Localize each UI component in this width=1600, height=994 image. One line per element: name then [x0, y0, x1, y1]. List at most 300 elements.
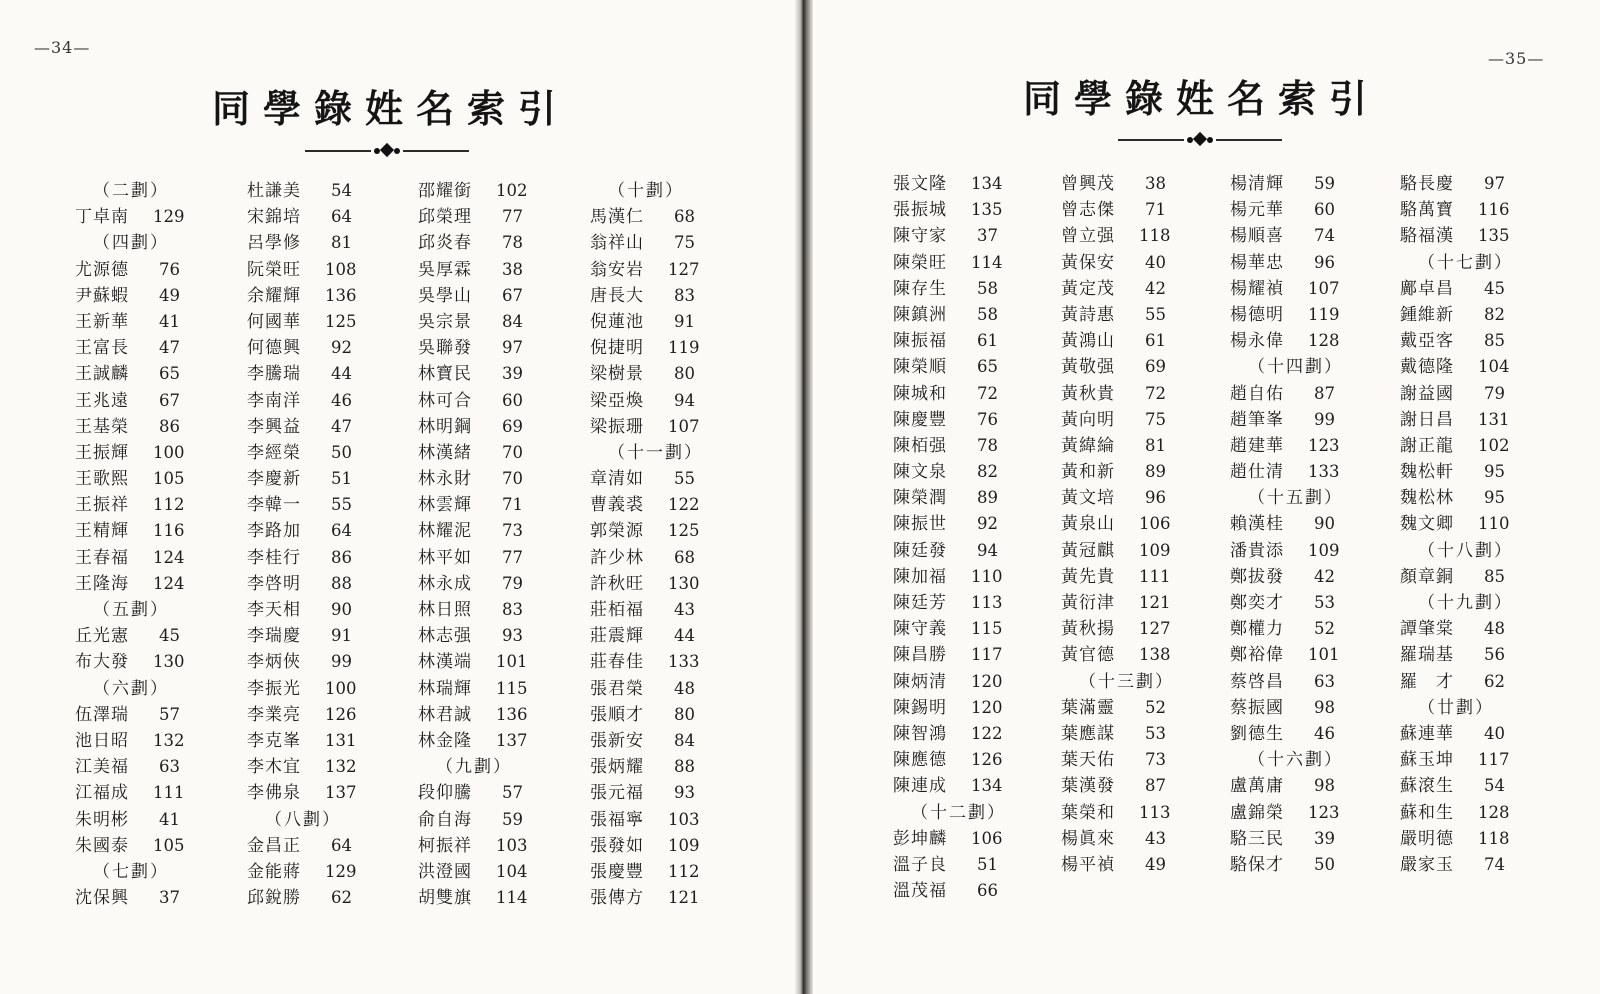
page-reference: 133 [1308, 462, 1340, 482]
student-name: 楊順喜 [1230, 226, 1284, 247]
student-name: 吳宗景 [418, 311, 472, 332]
page-reference: 70 [502, 469, 523, 489]
student-name: 黃向明 [1061, 409, 1115, 430]
page-reference: 57 [159, 704, 180, 724]
page-number: —34— [34, 38, 91, 57]
page-reference: 120 [971, 671, 1003, 691]
page-reference: 102 [496, 181, 528, 200]
student-name: 唐長大 [590, 285, 644, 306]
student-name: 莊震輝 [590, 626, 644, 647]
page-reference: 38 [1145, 174, 1166, 193]
student-name: 林日照 [418, 600, 472, 620]
student-name: 曾志傑 [1061, 200, 1115, 221]
student-name: 陳守義 [893, 619, 947, 640]
stroke-count-label: （五劃） [93, 600, 169, 620]
page-reference: 50 [331, 442, 352, 462]
page-reference: 58 [977, 304, 998, 324]
page-reference: 44 [674, 626, 695, 646]
student-name: 林志强 [418, 626, 472, 647]
page-reference: 48 [1484, 619, 1505, 639]
student-name: 黃官德 [1061, 645, 1115, 666]
student-name: 李桂行 [247, 547, 301, 568]
page-reference: 67 [159, 390, 180, 410]
page-reference: 76 [977, 409, 998, 429]
page-reference: 109 [1308, 540, 1340, 560]
student-name: 陳炳清 [893, 671, 947, 692]
page-reference: 122 [668, 495, 700, 515]
stroke-count-label: （十劃） [608, 181, 684, 201]
student-name: 楊元華 [1230, 200, 1284, 221]
student-name: 陳守家 [893, 226, 947, 247]
student-name: 溫茂福 [893, 881, 947, 902]
student-name: 陳廷芳 [893, 593, 947, 613]
page-reference: 44 [331, 364, 352, 384]
student-name: 馬漢仁 [590, 207, 644, 228]
student-name: 池日昭 [75, 730, 129, 751]
title-ornament [1118, 133, 1282, 147]
page-reference: 101 [496, 652, 528, 672]
student-name: 莊春佳 [590, 652, 644, 673]
right-page [808, 0, 1600, 994]
student-name: 陳榮順 [893, 357, 947, 378]
student-name: 謝正龍 [1400, 435, 1454, 456]
student-name: 葉榮和 [1061, 802, 1115, 823]
page-reference: 117 [971, 645, 1003, 665]
page-reference: 64 [331, 835, 352, 855]
student-name: 陳智鴻 [893, 723, 947, 744]
page-reference: 132 [325, 757, 357, 777]
student-name: 趙建華 [1230, 435, 1284, 456]
page-reference: 80 [674, 704, 695, 724]
page-reference: 59 [502, 809, 523, 829]
page-reference: 37 [159, 888, 180, 908]
student-name: 葉漢發 [1061, 776, 1115, 797]
page-reference: 120 [971, 697, 1003, 717]
student-name: 邵耀銜 [418, 181, 472, 201]
page-reference: 99 [1314, 409, 1335, 429]
student-name: 蘇和生 [1400, 802, 1454, 823]
student-name: 陳振福 [893, 331, 947, 352]
student-name: 布大發 [75, 652, 129, 673]
student-name: 黃定茂 [1061, 278, 1115, 299]
student-name: 駱三民 [1230, 828, 1284, 849]
student-name: 丁卓南 [75, 207, 129, 228]
page-reference: 69 [1145, 357, 1166, 377]
student-name: 李瑞慶 [247, 626, 301, 647]
page-reference: 84 [674, 730, 695, 750]
page-reference: 82 [977, 462, 998, 482]
student-name: 王精輝 [75, 521, 129, 542]
student-name: 陳榮潤 [893, 488, 947, 509]
student-name: 章清如 [590, 469, 644, 490]
student-name: 林耀泥 [418, 521, 472, 542]
page-reference: 131 [325, 730, 357, 750]
page-reference: 91 [674, 311, 695, 331]
student-name: 鄭權力 [1230, 619, 1284, 640]
student-name: 王兆遠 [75, 390, 129, 411]
page-reference: 124 [153, 573, 185, 593]
student-name: 謝益國 [1400, 383, 1454, 404]
page-reference: 129 [325, 861, 357, 881]
student-name: 溫子良 [893, 854, 947, 875]
page-reference: 42 [1314, 566, 1335, 586]
page-reference: 71 [502, 495, 523, 515]
page-reference: 132 [153, 730, 185, 750]
page-reference: 83 [674, 285, 695, 305]
page-reference: 53 [1314, 593, 1335, 612]
page-reference: 58 [977, 278, 998, 298]
page-reference: 51 [977, 854, 998, 874]
page-reference: 117 [1478, 750, 1510, 770]
student-name: 戴亞客 [1400, 331, 1454, 352]
student-name: 李南洋 [247, 390, 301, 411]
page-reference: 78 [977, 435, 998, 455]
page-reference: 89 [977, 488, 998, 508]
student-name: 王春福 [75, 547, 129, 568]
student-name: 林平如 [418, 547, 472, 568]
page-reference: 79 [1484, 383, 1505, 403]
page-reference: 41 [159, 311, 180, 331]
stroke-count-label: （廿劃） [1418, 697, 1494, 718]
student-name: 蘇滾生 [1400, 776, 1454, 797]
student-name: 胡雙旗 [418, 888, 472, 909]
student-name: 蘇玉坤 [1400, 750, 1454, 771]
page-reference: 37 [977, 226, 998, 246]
student-name: 楊眞來 [1061, 828, 1115, 849]
page-reference: 57 [502, 783, 523, 803]
student-name: 梁振珊 [590, 416, 644, 437]
page-reference: 98 [1314, 697, 1335, 717]
page-reference: 136 [325, 285, 357, 305]
stroke-count-label: （八劃） [265, 809, 341, 830]
page-reference: 136 [496, 704, 528, 724]
student-name: 黃文培 [1061, 488, 1115, 509]
page-reference: 52 [1314, 619, 1335, 639]
page-reference: 103 [668, 809, 700, 829]
student-name: 李騰瑞 [247, 364, 301, 385]
page-reference: 90 [1314, 514, 1335, 534]
student-name: 張福寧 [590, 809, 644, 830]
student-name: 潘貴添 [1230, 540, 1284, 561]
student-name: 林瑞輝 [418, 678, 472, 699]
student-name: 顏章銅 [1400, 566, 1454, 587]
student-name: 趙筆峯 [1230, 409, 1284, 430]
student-name: 莊栢福 [590, 600, 644, 620]
student-name: 郭榮源 [590, 521, 644, 542]
student-name: 丘光憲 [75, 626, 129, 647]
page-reference: 63 [159, 757, 180, 777]
student-name: 黃敬强 [1061, 357, 1115, 378]
student-name: 陳文泉 [893, 462, 947, 483]
page-reference: 59 [1314, 174, 1335, 193]
page-reference: 77 [502, 207, 523, 227]
page-reference: 40 [1484, 723, 1505, 743]
student-name: 嚴家玉 [1400, 854, 1454, 875]
page-reference: 114 [496, 888, 528, 908]
student-name: 翁祥山 [590, 233, 644, 254]
page-reference: 107 [668, 416, 700, 436]
student-name: 盧錦榮 [1230, 802, 1284, 823]
page-reference: 109 [668, 835, 700, 855]
student-name: 王誠麟 [75, 364, 129, 385]
student-name: 許少林 [590, 547, 644, 568]
student-name: 吳厚霖 [418, 259, 472, 280]
student-name: 陳栢强 [893, 435, 947, 456]
stroke-count-label: （十八劃） [1418, 540, 1513, 561]
page-reference: 43 [674, 600, 695, 619]
page-reference: 87 [1314, 383, 1335, 403]
page-reference: 55 [331, 495, 352, 515]
page-reference: 130 [153, 652, 185, 672]
page-reference: 74 [1484, 854, 1505, 874]
student-name: 陳昌勝 [893, 645, 947, 666]
student-name: 林可合 [418, 390, 472, 411]
student-name: 陳連成 [893, 776, 947, 797]
page-reference: 121 [1139, 593, 1171, 612]
student-name: 陳存生 [893, 278, 947, 299]
page-reference: 100 [325, 678, 357, 698]
page-reference: 103 [496, 835, 528, 855]
student-name: 許秋旺 [590, 573, 644, 594]
student-name: 宋錦培 [247, 207, 301, 228]
page-reference: 135 [971, 200, 1003, 220]
page-reference: 69 [502, 416, 523, 436]
page-reference: 106 [971, 828, 1003, 848]
page-reference: 53 [1145, 723, 1166, 743]
page-reference: 128 [1308, 331, 1340, 351]
student-name: 張振城 [893, 200, 947, 221]
page-number: —35— [1488, 49, 1545, 68]
student-name: 杜謙美 [247, 181, 301, 201]
page-reference: 67 [502, 285, 523, 305]
page-reference: 114 [971, 252, 1003, 272]
page-reference: 88 [674, 757, 695, 777]
student-name: 俞自海 [418, 809, 472, 830]
student-name: 江福成 [75, 783, 129, 804]
stroke-count-label: （十二劃） [911, 802, 1006, 823]
page-reference: 55 [1145, 304, 1166, 324]
student-name: 王新華 [75, 311, 129, 332]
student-name: 趙仕清 [1230, 462, 1284, 483]
student-name: 洪澄國 [418, 861, 472, 882]
page-reference: 131 [1478, 409, 1510, 429]
page-reference: 63 [1314, 671, 1335, 691]
page-reference: 138 [1139, 645, 1171, 665]
student-name: 張文隆 [893, 174, 947, 194]
student-name: 張慶豐 [590, 861, 644, 882]
page-reference: 96 [1145, 488, 1166, 508]
student-name: 林君誠 [418, 704, 472, 725]
page-reference: 113 [1139, 802, 1171, 822]
page-reference: 123 [1308, 435, 1340, 455]
student-name: 楊耀禎 [1230, 278, 1284, 299]
page-reference: 86 [159, 416, 180, 436]
page-reference: 91 [331, 626, 352, 646]
page-reference: 121 [668, 888, 700, 908]
page-reference: 111 [153, 783, 185, 803]
page-reference: 54 [331, 181, 352, 200]
page-title: 同學錄姓名索引 [1023, 76, 1381, 121]
page-reference: 126 [325, 704, 357, 724]
page-reference: 129 [153, 207, 185, 227]
student-name: 魏文卿 [1400, 514, 1454, 535]
student-name: 梁亞煥 [590, 390, 644, 411]
student-name: 葉天佑 [1061, 750, 1115, 771]
student-name: 段仰騰 [418, 783, 472, 804]
student-name: 朱國泰 [75, 835, 129, 856]
student-name: 陳振世 [893, 514, 947, 535]
student-name: 黃冠麒 [1061, 540, 1115, 561]
student-name: 黃秋貴 [1061, 383, 1115, 404]
page-reference: 46 [331, 390, 352, 410]
stroke-count-label: （九劃） [436, 757, 512, 778]
student-name: 林寶民 [418, 364, 472, 385]
page-reference: 61 [977, 331, 998, 351]
stroke-count-label: （四劃） [93, 233, 169, 254]
student-name: 曹義裘 [590, 495, 644, 516]
page-reference: 65 [977, 357, 998, 377]
page-reference: 45 [159, 626, 180, 646]
stroke-count-label: （十七劃） [1418, 252, 1513, 273]
page-reference: 137 [496, 730, 528, 750]
page-reference: 134 [971, 776, 1003, 796]
page-reference: 56 [1484, 645, 1505, 665]
student-name: 黃秋揚 [1061, 619, 1115, 640]
student-name: 劉德生 [1230, 723, 1284, 744]
page-reference: 39 [502, 364, 523, 384]
page-reference: 48 [674, 678, 695, 698]
student-name: 黃緯綸 [1061, 435, 1115, 456]
student-name: 陳榮旺 [893, 252, 947, 273]
page-reference: 64 [331, 521, 352, 541]
stroke-count-label: （十六劃） [1248, 750, 1343, 771]
student-name: 何國華 [247, 311, 301, 332]
student-name: 鍾維新 [1400, 304, 1454, 325]
page-reference: 112 [668, 861, 700, 881]
student-name: 林漢端 [418, 652, 472, 673]
student-name: 余耀輝 [247, 285, 301, 306]
student-name: 陳廷發 [893, 540, 947, 561]
page-reference: 97 [1484, 174, 1505, 193]
student-name: 駱萬寶 [1400, 200, 1454, 221]
page-reference: 73 [1145, 750, 1166, 770]
page-reference: 70 [502, 442, 523, 462]
page-reference: 95 [1484, 488, 1505, 508]
student-name: 黃保安 [1061, 252, 1115, 273]
student-name: 謝日昌 [1400, 409, 1454, 430]
student-name: 沈保興 [75, 888, 129, 909]
student-name: 楊德明 [1230, 304, 1284, 325]
student-name: 張新安 [590, 730, 644, 751]
page-reference: 106 [1139, 514, 1171, 534]
page-reference: 119 [668, 338, 700, 358]
stroke-count-label: （十三劃） [1079, 671, 1174, 692]
student-name: 王振輝 [75, 442, 129, 463]
page-reference: 94 [674, 390, 695, 410]
page-reference: 75 [674, 233, 695, 253]
student-name: 倪捷明 [590, 338, 644, 359]
student-name: 張炳耀 [590, 757, 644, 778]
page-reference: 92 [331, 338, 352, 358]
page-reference: 118 [1478, 828, 1510, 848]
student-name: 倪蓮池 [590, 311, 644, 332]
student-name: 鄺卓昌 [1400, 278, 1454, 299]
student-name: 陳城和 [893, 383, 947, 404]
page-reference: 94 [977, 540, 998, 560]
page-reference: 79 [502, 573, 523, 593]
page-reference: 128 [1478, 802, 1510, 822]
page-reference: 118 [1139, 226, 1171, 246]
student-name: 吳學山 [418, 285, 472, 306]
page-reference: 125 [668, 521, 700, 541]
student-name: 彭坤麟 [893, 828, 947, 849]
student-name: 林雲輝 [418, 495, 472, 516]
page-reference: 115 [496, 678, 528, 698]
student-name: 林金隆 [418, 730, 472, 751]
student-name: 李克峯 [247, 730, 301, 751]
page-reference: 38 [502, 259, 523, 279]
page-reference: 60 [502, 390, 523, 410]
page-reference: 52 [1145, 697, 1166, 717]
page-reference: 62 [1484, 671, 1505, 691]
student-name: 李路加 [247, 521, 301, 542]
page-reference: 72 [977, 383, 998, 403]
student-name: 李慶新 [247, 469, 301, 490]
student-name: 葉滿靈 [1061, 697, 1115, 718]
page-reference: 130 [668, 573, 700, 593]
page-reference: 127 [668, 259, 700, 279]
student-name: 陳慶豐 [893, 409, 947, 430]
page-reference: 82 [1484, 304, 1505, 324]
page-reference: 45 [1484, 278, 1505, 298]
page-reference: 100 [153, 442, 185, 462]
page-reference: 49 [159, 285, 180, 305]
student-name: 邱銳勝 [247, 888, 301, 909]
student-name: 金昌正 [247, 835, 301, 856]
page-reference: 124 [153, 547, 185, 567]
student-name: 柯振祥 [418, 835, 472, 856]
student-name: 李振光 [247, 678, 301, 699]
page-reference: 98 [1314, 776, 1335, 796]
page-reference: 68 [674, 207, 695, 227]
student-name: 曾興茂 [1061, 174, 1115, 194]
page-reference: 81 [331, 233, 352, 253]
page-reference: 133 [668, 652, 700, 672]
page-reference: 43 [1145, 828, 1166, 848]
stroke-count-label: （七劃） [93, 861, 169, 882]
stroke-count-label: （十九劃） [1418, 593, 1513, 613]
student-name: 楊華忠 [1230, 252, 1284, 273]
stroke-count-label: （十四劃） [1248, 357, 1343, 378]
page-reference: 123 [1308, 802, 1340, 822]
page-reference: 127 [1139, 619, 1171, 639]
page-reference: 102 [1478, 435, 1510, 455]
page-reference: 49 [1145, 854, 1166, 874]
page-reference: 64 [331, 207, 352, 227]
student-name: 邱炎春 [418, 233, 472, 254]
student-name: 江美福 [75, 757, 129, 778]
student-name: 張發如 [590, 835, 644, 856]
student-name: 王基榮 [75, 416, 129, 437]
page-reference: 77 [502, 547, 523, 567]
student-name: 楊平禎 [1061, 854, 1115, 875]
student-name: 李興益 [247, 416, 301, 437]
student-name: 盧萬庸 [1230, 776, 1284, 797]
page-reference: 108 [325, 259, 357, 279]
page-reference: 115 [971, 619, 1003, 639]
page-reference: 73 [502, 521, 523, 541]
student-name: 李業亮 [247, 704, 301, 725]
